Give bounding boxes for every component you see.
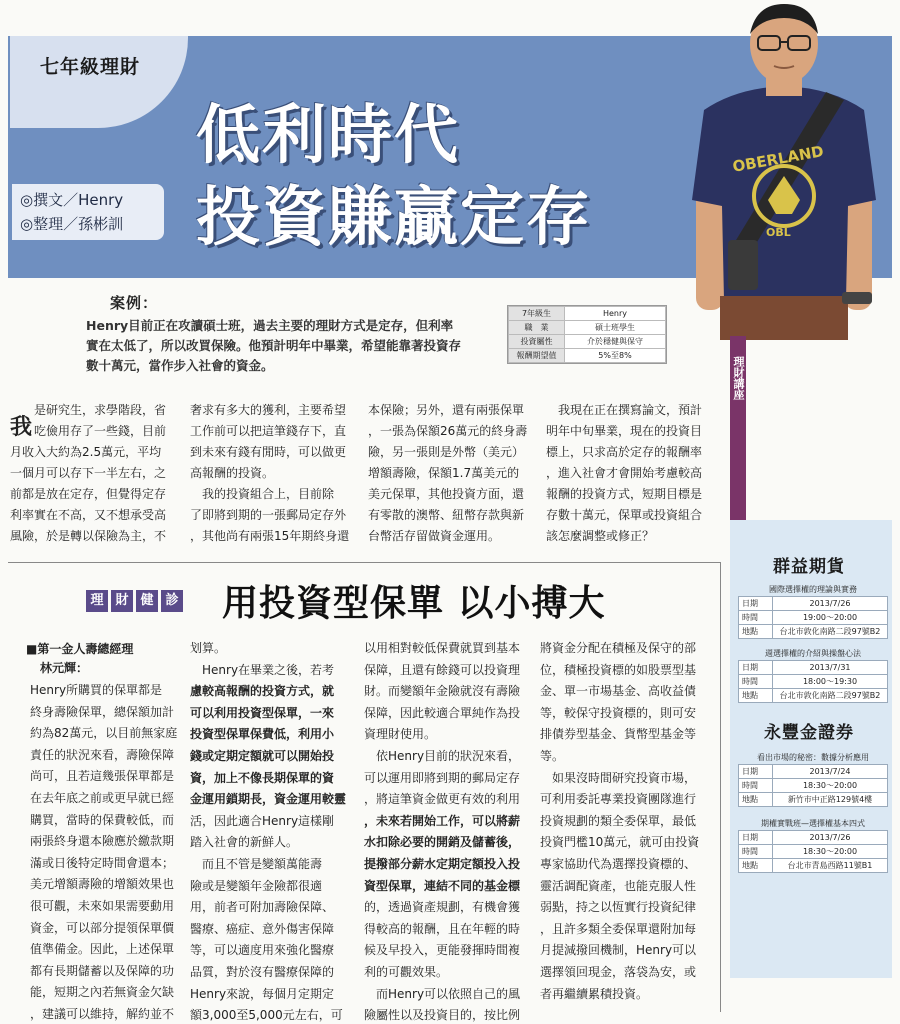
event-label: 日期 [739,597,773,611]
text-line: 水扣除必要的開銷及儲蓄後， [364,835,521,850]
event-value: 2013/7/31 [773,661,888,675]
text-line: 以用相對較低保費就買到基本 [364,641,521,655]
text-line: 有零散的澳幣、紐幣存款與新 [368,508,525,522]
byline-author: ◎撰文／Henry [20,191,124,209]
case-title: 案例： [110,294,159,312]
text-line: 終身壽險保單，總保額加計 [30,704,175,719]
section-badges [86,590,183,612]
profile-value: 介於穩健與保守 [565,335,666,349]
event-row [739,689,888,703]
text-line: 投資型保單保費低，利用小 [190,727,335,742]
badge: 健 [136,590,158,612]
author-photo-illustration [676,0,892,340]
text-line: 品質，對於沒有醫療保障的 [190,964,335,979]
side-label: 理財講座 [732,356,745,400]
text-line: 月收入大約為2.5萬元，平均 [10,445,162,459]
article1-col-4 [546,400,702,547]
text-line: 如果沒時間研究投資市場， [540,770,697,785]
section-divider [8,562,720,563]
text-line: 標上，只求高於定存的報酬率 [546,445,703,459]
brand-capital-futures: 群益期貨 [773,557,845,577]
shirt-print-top: OBERLAND [731,142,826,176]
article2-col-3 [364,638,520,1024]
text-line: 金、單一市場基金、高收益債 [540,684,697,699]
text-line: 尚可，且若這幾張保單都是 [30,769,175,784]
event-value: 19:00～20:00 [773,611,888,625]
text-line: 弱點，持之以恆實行投資紀律 [540,900,697,915]
headline-line-2: 投資賺贏定存 [196,180,592,255]
event-value: 2013/7/26 [773,831,888,845]
text-line: 奢求有多大的獲利，主要希望 [190,403,347,417]
text-line: 資金，可以部分提領保單價 [30,920,175,935]
text-line: 前都是放在定存，但覺得定存 [10,487,167,501]
event-value: 18:30～20:00 [773,845,888,859]
text-line: 保障，且還有餘錢可以投資理 [364,662,521,677]
text-line: ，進入社會才會開始考慮較高 [546,466,703,480]
text-line: Henry在畢業之後，若考 [190,662,335,677]
text-line: 錢或定期定額就可以開始投 [190,748,335,763]
text-line: 增額壽險，保額1.7萬美元的 [368,466,520,480]
article1-col-2 [190,400,349,547]
event-row [739,779,888,793]
brand-sinopac-securities: 永豐金證券 [764,723,854,743]
text-line: 踏入社會的新鮮人。 [190,835,299,850]
text-line: 財。而變額年金險就沒有壽險 [364,684,521,699]
text-line: 本保險；另外，還有兩張保單 [368,403,525,417]
text-line: 了即將到期的一張郵局定存外 [190,508,347,522]
text-line: 專家協助代為選擇投資標的、 [540,856,697,871]
byline-editor: ◎整理／孫彬訓 [20,215,124,233]
event-label: 地點 [739,859,773,873]
column-label: 七年級理財 [40,56,141,78]
text-line: 都有長期儲蓄以及保障的功 [30,963,175,978]
text-line: 金運用鎖期長，資金運用較靈 [190,792,347,807]
badge: 診 [161,590,183,612]
text-line: ，一張為保額26萬元的終身壽 [368,424,528,438]
author-photo [676,0,892,340]
text-line: 能，短期之內若無資金欠缺 [30,985,175,1000]
headline-line-1: 低利時代 [196,98,460,173]
event-label: 日期 [739,661,773,675]
shirt-print-bottom: OBL [766,226,791,239]
author-org: ■第一金人壽總經理 [26,642,134,656]
text-line: 排債券型基金、貨幣型基金等 [540,727,697,742]
event-value: 台北市敦化南路二段97號B2 [773,689,888,703]
text-line: 報酬的投資方式，短期目標是 [546,487,703,501]
text-line: 等，可以適度用來強化醫療 [190,943,335,958]
event-row [739,859,888,873]
event-table [738,596,888,639]
text-line: 將資金分配在積極及保守的部 [540,641,697,655]
text-line: 工作前可以把這筆錢存下，直 [190,424,347,438]
text-line: 資型保單，連結不同的基金標 [364,878,521,893]
event-row [739,831,888,845]
event-title: 看出市場的秘密：數據分析應用 [757,753,869,762]
profile-row [509,321,666,335]
profile-value: Henry [565,307,666,321]
text-line: 很可觀，未來如果需要動用 [30,898,175,913]
text-line: 靈活調配資產，也能克服人性 [540,878,697,893]
text-line: 存數十萬元，保單或投資組合 [546,508,703,522]
event-value: 2013/7/26 [773,597,888,611]
event-row [739,845,888,859]
text-line: 險，另一張則是外幣（美元） [368,445,525,459]
profile-label: 報酬期望值 [509,349,565,363]
text-line: 可利用委託專業投資團隊進行 [540,792,697,807]
article2-author [26,640,133,678]
text-line: 吃儉用存了一些錢，目前 [34,424,167,438]
text-line: ，且許多類全委保單還附加每 [540,921,697,936]
text-line: 資，加上不像長期保單的資 [190,770,335,785]
event-row [739,765,888,779]
event-value: 台北市敦化南路二段97號B2 [773,625,888,639]
profile-label: 7年級生 [509,307,565,321]
text-line: 兩張終身還本險應於繳款期 [30,834,175,849]
article2-col-1 [30,680,177,1024]
text-line: ，其他尚有兩張15年期終身還 [190,529,350,543]
text-line: 險或是變額年金險都很適 [190,878,323,893]
text-line: 資理財使用。 [364,727,437,742]
text-line: ，將這筆資金做更有效的利用 [364,792,521,807]
case-line: 數十萬元，當作步入社會的資金。 [86,358,274,373]
text-line: 台幣活存留做資金運用。 [368,529,501,543]
text-line: 等。 [540,748,565,763]
text-line: 美元保單，其他投資方面，還 [368,487,525,501]
text-line: 划算。 [190,641,227,655]
event-row [739,793,888,807]
event-label: 時間 [739,675,773,689]
event-label: 時間 [739,779,773,793]
author-name: 林元輝： [40,661,89,675]
text-line: 該怎麼調整或修正？ [546,529,655,543]
text-line: 活，因此適合Henry這樣剛 [190,813,335,828]
text-line: 月提減撥回機制，Henry可以 [540,943,697,958]
event-label: 日期 [739,765,773,779]
event-row [739,597,888,611]
article2-col-4 [540,638,699,1005]
text-line: 在去年底之前或更早就已經 [30,790,175,805]
text-line: 美元增額壽險的增額效果也 [30,877,175,892]
text-line: 保障，因此較適合單純作為投 [364,705,521,720]
event-label: 時間 [739,845,773,859]
text-line: 滿或日後特定時間會還本； [30,855,175,870]
profile-row [509,307,666,321]
event-title: 國際選擇權的理論與實務 [769,585,857,594]
text-line: 風險，於是轉以保險為主，不 [10,529,167,543]
event-row [739,611,888,625]
text-line: 利率實在不高，又不想承受高 [10,508,167,522]
text-line: 我現在正在撰寫論文，預計 [546,403,703,417]
text-line: 一個月可以存下一半左右，之 [10,466,167,480]
text-line: 險屬性以及投資目的，按比例 [364,1008,521,1023]
text-line: 得較高的報酬，且在年輕的時 [364,921,521,936]
event-label: 地點 [739,689,773,703]
profile-label: 職 業 [509,321,565,335]
profile-label: 投資屬性 [509,335,565,349]
text-line: 到未來有錢有閒時，可以做更 [190,445,347,459]
article2-col-2 [190,638,346,1024]
text-line: 我的投資組合上，目前除 [190,487,335,501]
text-line: 可以運用即將到期的郵局定存 [364,770,521,785]
profile-row [509,335,666,349]
text-line: 慮較高報酬的投資方式，就 [190,684,335,699]
badge: 理 [86,590,108,612]
case-body [86,316,470,376]
text-line: 選擇領回現金，落袋為安，或 [540,964,697,979]
event-title: 期權實戰班—選擇權基本四式 [761,819,865,828]
text-line: 者再繼續累積投資。 [540,986,649,1001]
badge: 財 [111,590,133,612]
event-label: 地點 [739,625,773,639]
text-line: 值準備金。因此，上述保單 [30,942,175,957]
text-line: 是研究生，求學階段，省 [34,403,167,417]
text-line: 額3,000至5,000元左右，可 [190,1008,343,1023]
profile-row [509,349,666,363]
text-line: ，未來若開始工作，可以將薪 [364,813,521,828]
profile-table [507,305,667,364]
event-row [739,661,888,675]
event-value: 2013/7/24 [773,765,888,779]
text-line: 而Henry可以依照自己的風 [364,986,521,1001]
text-line: 候及早投入，更能發揮時間複 [364,943,521,958]
text-line: Henry所購買的保單都是 [30,683,163,697]
event-value: 18:00～19:30 [773,675,888,689]
text-line: 位，積極投資標的如股票型基 [540,662,697,677]
event-value: 台北市青島西路11號B1 [773,859,888,873]
text-line: 約為82萬元，以目前無家庭 [30,726,178,741]
case-line: 實在太低了，所以改買保險。他預計明年中畢業，希望能靠著投資存 [86,338,462,353]
event-label: 地點 [739,793,773,807]
text-line: 用，前者可附加壽險保障、 [190,900,335,915]
text-line: 投資門檻10萬元，就可由投資 [540,835,700,850]
text-line: 可以利用投資型保單，一來 [190,705,335,720]
event-label: 日期 [739,831,773,845]
text-line: 利的可觀效果。 [364,964,449,979]
byline-box [12,184,164,240]
text-line: 提撥部分薪水定期定額投入投 [364,856,521,871]
event-row [739,675,888,689]
case-line: Henry目前正在攻讀碩士班，過去主要的理財方式是定存，但利率 [86,318,454,333]
text-line: Henry來說，每個月定期定 [190,986,335,1001]
event-table [738,830,888,873]
profile-value: 5%至8% [565,349,666,363]
text-line: 而且不管是變額萬能壽 [190,856,323,871]
text-line: 等，較保守投資標的，則可安 [540,705,697,720]
text-line: 依Henry目前的狀況來看， [364,748,521,763]
dropcap: 我 [10,414,33,440]
event-value: 18:30～20:00 [773,779,888,793]
text-line: 責任的狀況來看，壽險保障 [30,747,175,762]
column-divider [720,562,721,1012]
profile-value: 碩士班學生 [565,321,666,335]
event-label: 時間 [739,611,773,625]
event-row [739,625,888,639]
text-line: 醫療、癌症、意外傷害保障 [190,921,335,936]
event-table [738,660,888,703]
text-line: 的，透過資產規劃，有機會獲 [364,900,521,915]
text-line: 明年中旬畢業，現在的投資目 [546,424,703,438]
text-line: 購買，當時的保費較低，而 [30,812,175,827]
article2-headline: 用投資型保單 以小搏大 [222,582,606,624]
article1-col-1 [10,400,167,547]
text-line: 高報酬的投資。 [190,466,275,480]
event-table [738,764,888,807]
text-line: 投資規劃的類全委保單，最低 [540,813,697,828]
event-title: 週選擇權的介紹與操盤心法 [765,649,861,658]
event-value: 新竹市中正路129號4樓 [773,793,888,807]
text-line: ，建議可以維持，解約並不 [30,1006,175,1021]
article1-col-3 [368,400,527,547]
